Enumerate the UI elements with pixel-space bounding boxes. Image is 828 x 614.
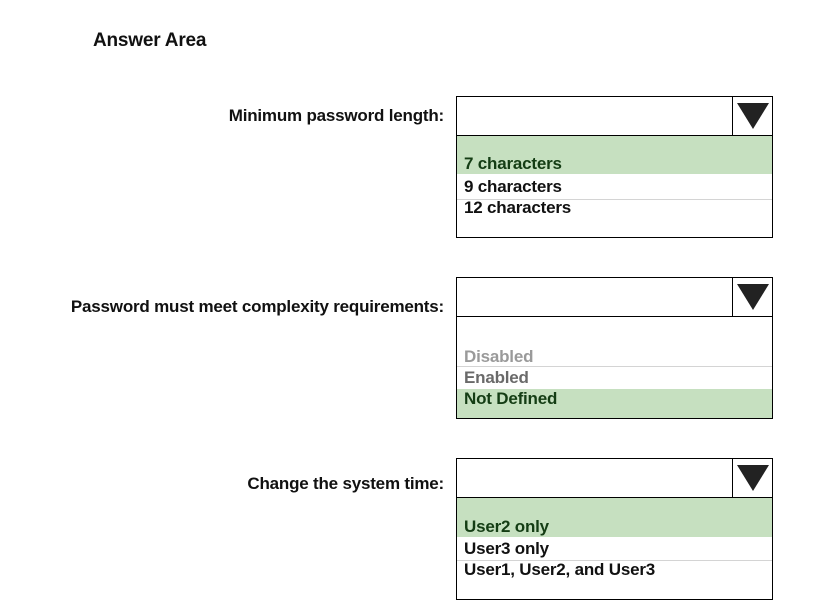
select-box[interactable]	[456, 458, 773, 498]
option-user3-only[interactable]: User3 only	[464, 539, 549, 558]
triangle-down-icon	[737, 465, 769, 491]
dropdown-min-password-length[interactable]	[456, 96, 773, 238]
triangle-down-icon	[737, 103, 769, 129]
option-9-characters[interactable]: 9 characters	[464, 177, 562, 196]
dropdown-change-system-time[interactable]	[456, 458, 773, 600]
answer-area-heading: Answer Area	[93, 30, 207, 51]
options-list	[456, 136, 773, 238]
triangle-down-icon	[737, 284, 769, 310]
option-12-characters[interactable]: 12 characters	[464, 198, 572, 217]
question-label-min-password-length: Minimum password length:	[228, 106, 444, 125]
question-label-complexity-requirements: Password must meet complexity requirements:	[70, 297, 444, 316]
select-box[interactable]	[456, 277, 773, 317]
dropdown-arrow-button[interactable]	[732, 278, 772, 316]
dropdown-arrow-button[interactable]	[732, 459, 772, 497]
question-label-change-system-time: Change the system time:	[247, 474, 444, 493]
option-7-characters[interactable]: 7 characters	[457, 136, 772, 174]
option-user2-only[interactable]: User2 only	[457, 498, 772, 537]
select-box[interactable]	[456, 96, 773, 136]
dropdown-complexity-requirements[interactable]	[456, 277, 773, 419]
option-enabled[interactable]: Enabled	[464, 368, 529, 387]
option-not-defined[interactable]: Not Defined	[457, 389, 772, 418]
option-disabled[interactable]: Disabled	[464, 347, 534, 366]
dropdown-arrow-button[interactable]	[732, 97, 772, 135]
options-list	[456, 317, 773, 419]
options-list	[456, 498, 773, 600]
option-user1-user2-user3[interactable]: User1, User2, and User3	[464, 560, 656, 579]
